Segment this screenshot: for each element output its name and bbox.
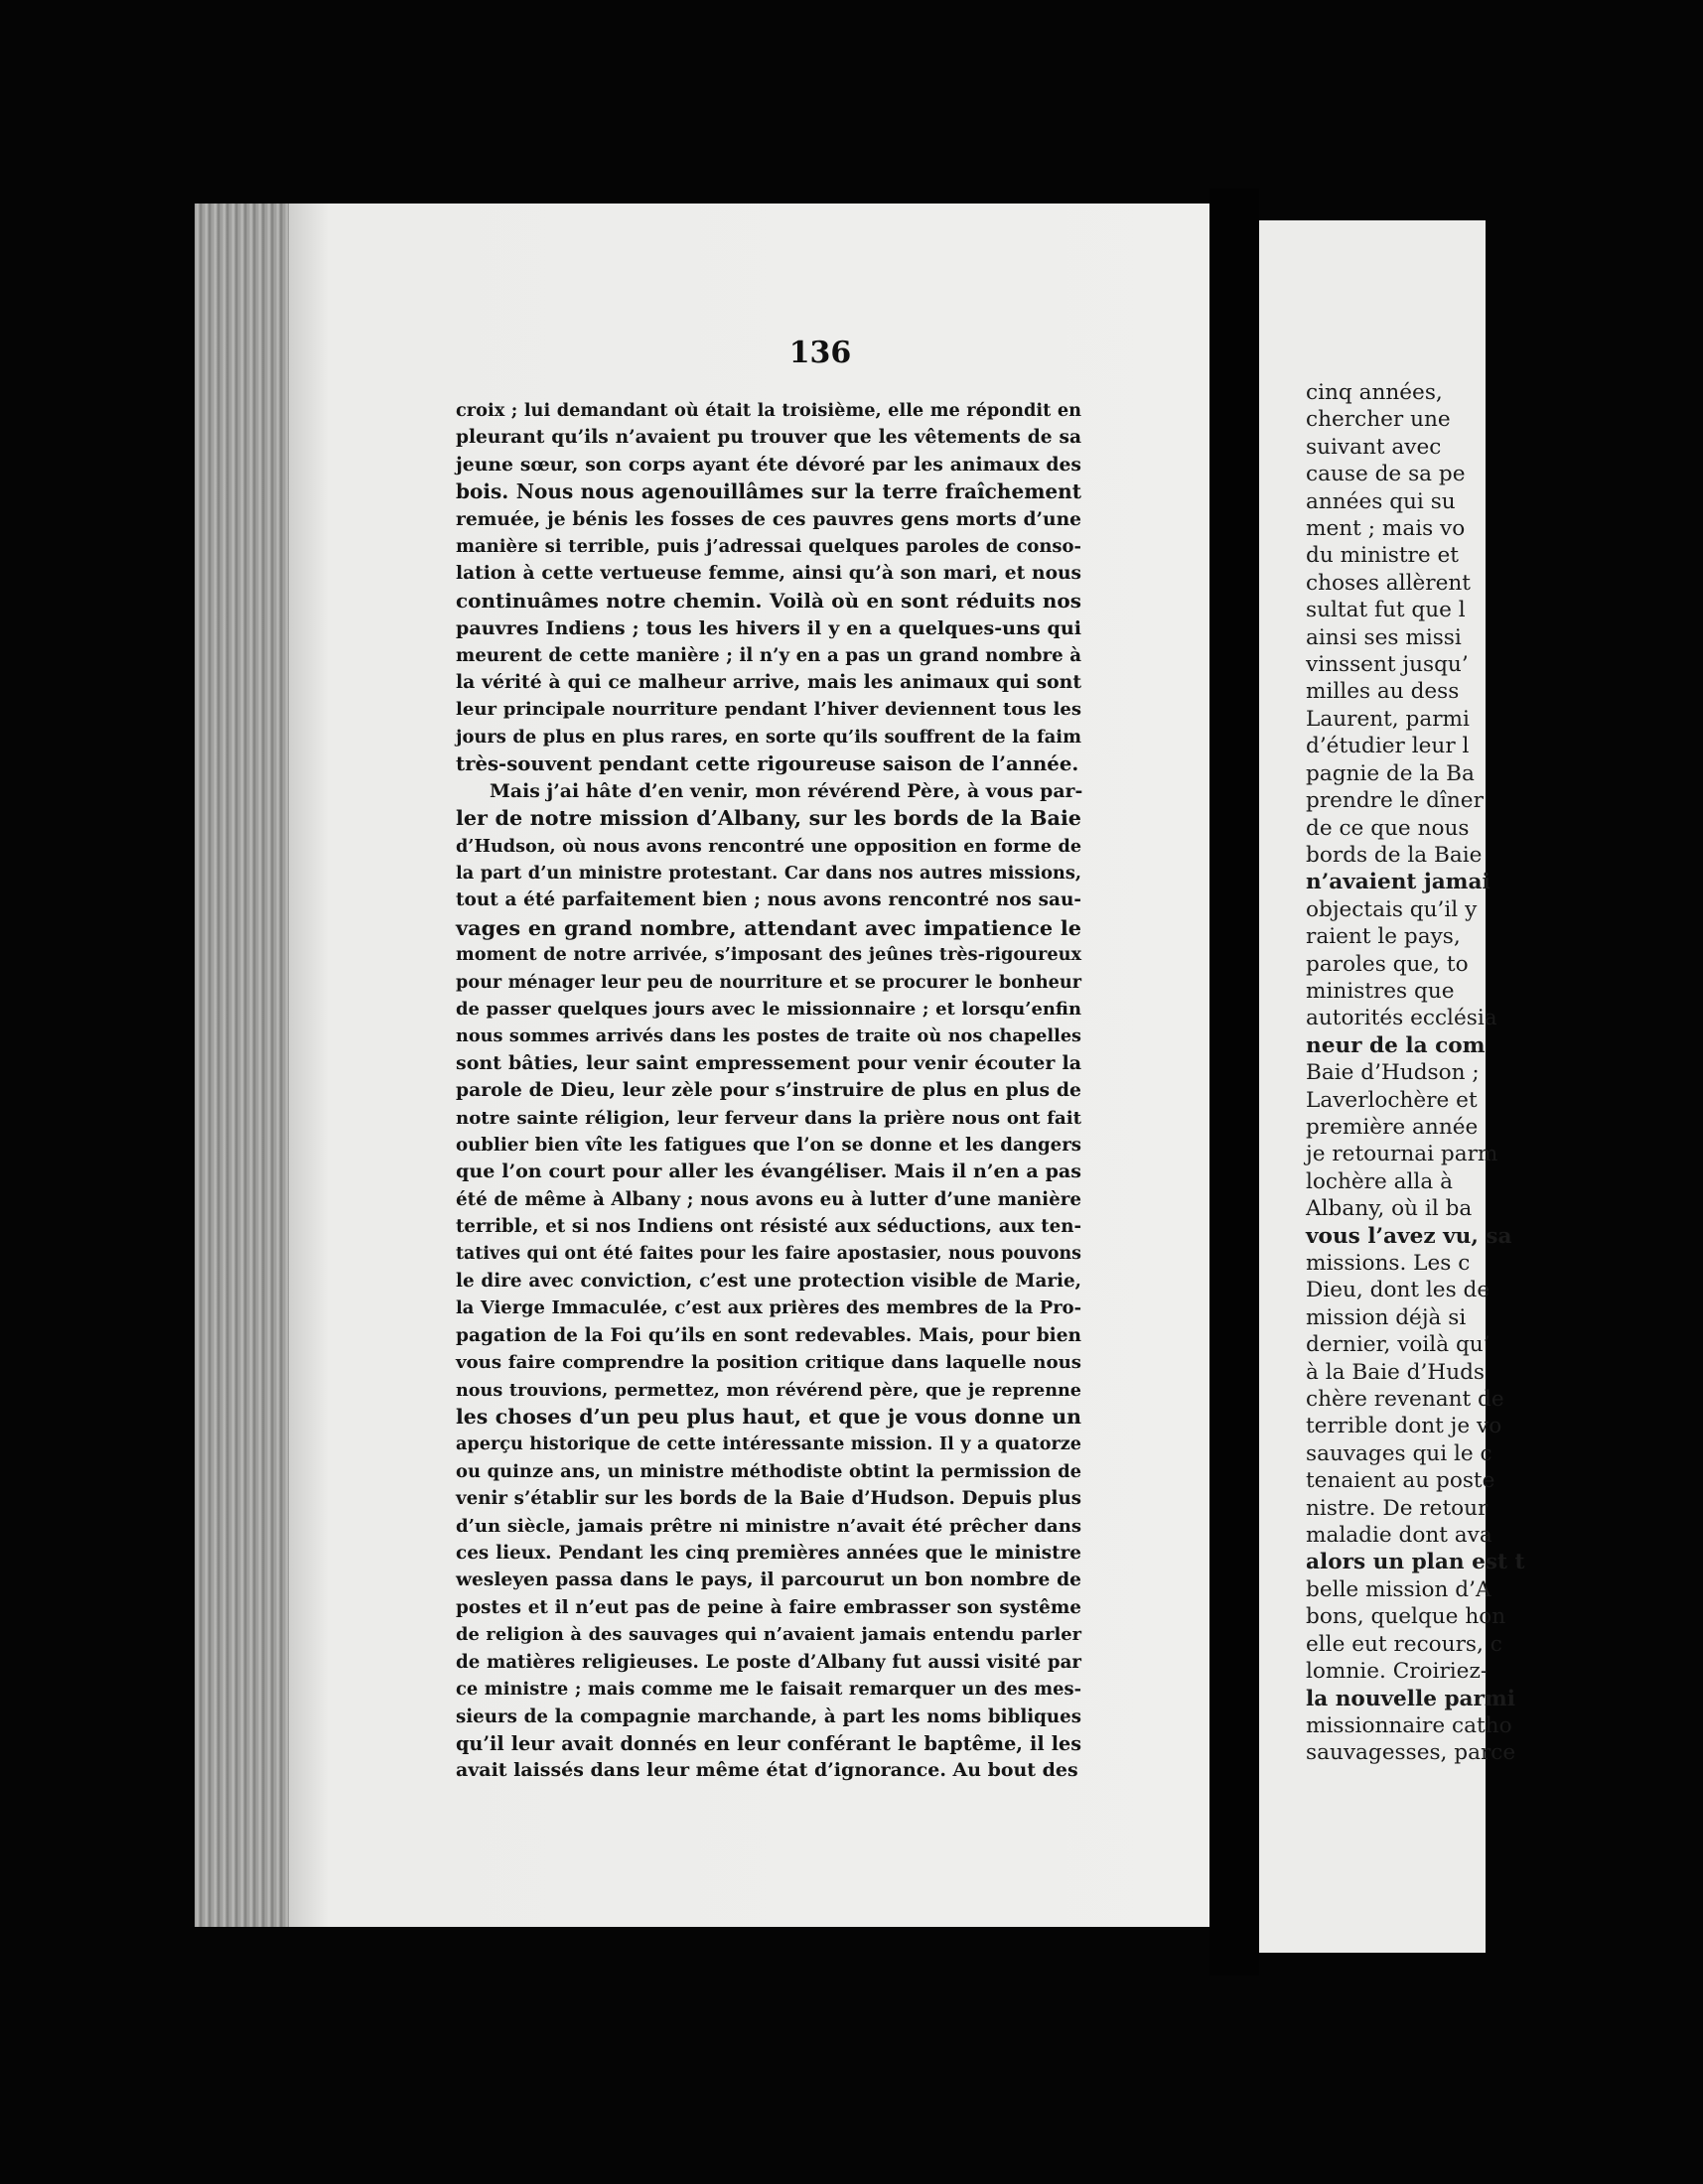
right-page	[1259, 220, 1525, 1953]
text-line: que l’on court pour aller les évangéliser. Mais il n’en a pas	[456, 1160, 1081, 1183]
text-line: de matières religieuses. Le poste d’Albany fut aussi visité par	[456, 1651, 1081, 1673]
text-line: pour ménager leur peu de nourriture et se procurer le bonheur	[456, 971, 1081, 993]
text-line: d’étudier leur l	[1306, 734, 1470, 759]
text-line: vous l’avez vu, sa	[1306, 1223, 1512, 1249]
text-line: prendre le dîner	[1306, 788, 1484, 814]
text-line: lochère alla à	[1306, 1168, 1453, 1194]
text-line: dernier, voilà qu’	[1306, 1332, 1490, 1358]
text-line: été de même à Albany ; nous avons eu à lutter d’une manière	[456, 1188, 1081, 1210]
text-line: vages en grand nombre, attendant avec impatience le	[456, 914, 1081, 940]
left-page	[195, 204, 1209, 1927]
text-line: sont bâties, leur saint empressement pour venir écouter la	[456, 1051, 1081, 1074]
text-line: ministres que	[1306, 978, 1455, 1004]
book-gutter	[1209, 189, 1259, 1976]
text-line: postes et il n’eut pas de peine à faire embrasser son systême	[456, 1596, 1081, 1618]
text-line: alors un plan est t	[1306, 1550, 1525, 1575]
text-line: chère revenant de	[1306, 1387, 1504, 1413]
text-line: ce ministre ; mais comme me le faisait remarquer un des mes-	[456, 1679, 1081, 1701]
text-line: oublier bien vîte les fatigues que l’on se donne et les dangers	[456, 1134, 1081, 1156]
text-line: je retournai parm	[1306, 1142, 1498, 1167]
text-line: lomnie. Croiriez-	[1306, 1659, 1489, 1685]
text-line: avait laissés dans leur même état d’ignorance. Au bout des	[456, 1759, 1078, 1782]
text-line: de religion à des sauvages qui n’avaient jamais entendu parler	[456, 1624, 1081, 1646]
text-line: ou quinze ans, un ministre méthodiste obtint la permission de	[456, 1460, 1081, 1482]
text-line: paroles que, to	[1306, 951, 1469, 977]
text-line: manière si terrible, puis j’adressai quelques paroles de conso-	[456, 536, 1081, 558]
text-line: années qui su	[1306, 488, 1456, 514]
page-number: 136	[788, 336, 852, 370]
text-line: pagation de la Foi qu’ils en sont redevables. Mais, pour bien	[456, 1324, 1081, 1346]
text-line: qu’il leur avait donnés en leur conférant le baptême, il les	[456, 1731, 1081, 1755]
text-line: elle eut recours, c	[1306, 1631, 1502, 1657]
text-line: terrible, et si nos Indiens ont résisté aux séductions, aux ten-	[456, 1216, 1081, 1238]
text-line: pauvres Indiens ; tous les hivers il y en a quelques-uns qui	[456, 616, 1081, 640]
text-line: chercher une	[1306, 407, 1451, 433]
text-line: Albany, où il ba	[1306, 1196, 1473, 1222]
text-line: remuée, je bénis les fosses de ces pauvres gens morts d’une	[456, 507, 1081, 530]
left-page-body-text	[456, 397, 1081, 1785]
text-line: Laverlochère et	[1306, 1087, 1478, 1113]
text-line: sultat fut que l	[1306, 598, 1466, 623]
text-line: sauvagesses, parce	[1306, 1740, 1516, 1766]
text-line: ainsi ses missi	[1306, 624, 1462, 650]
text-line: nous trouvions, permettez, mon révérend père, que je reprenne	[456, 1379, 1081, 1401]
text-line: ler de notre mission d’Albany, sur les bords de la Baie	[456, 806, 1081, 831]
text-line: leur principale nourriture pendant l’hiver deviennent tous les	[456, 699, 1081, 721]
text-line: vous faire comprendre la position critique dans laquelle nous	[456, 1352, 1081, 1374]
text-line: ces lieux. Pendant les cinq premières années que le ministre	[456, 1543, 1081, 1565]
text-line: à la Baie d’Huds	[1306, 1359, 1486, 1385]
text-line: de passer quelques jours avec le missionnaire ; et lorsqu’enfin	[456, 998, 1081, 1020]
text-line: notre sainte réligion, leur ferveur dans la prière nous ont fait	[456, 1107, 1081, 1129]
text-line: missions. Les c	[1306, 1251, 1471, 1276]
text-line: tatives qui ont été faites pour les faire apostasier, nous pouvons	[456, 1243, 1081, 1264]
text-line: tout a été parfaitement bien ; nous avons rencontré nos sau-	[456, 889, 1081, 911]
text-line: aperçu historique de cette intéressante mission. Il y a quatorze	[456, 1433, 1081, 1455]
text-line: missionnaire catho	[1306, 1712, 1512, 1738]
text-line: milles au dess	[1306, 679, 1460, 705]
text-line: moment de notre arrivée, s’imposant des jeûnes très-rigoureux	[456, 944, 1081, 966]
text-line: n’avaient jamai	[1306, 870, 1490, 895]
text-line: Dieu, dont les de	[1306, 1278, 1490, 1303]
text-line: Mais j’ai hâte d’en venir, mon révérend Père, à vous par-	[490, 779, 1083, 802]
text-line: tenaient au poste	[1306, 1468, 1495, 1494]
text-line: très-souvent pendant cette rigoureuse saison de l’année.	[456, 752, 1079, 776]
text-line: wesleyen passa dans le pays, il parcourut un bon nombre de	[456, 1570, 1081, 1591]
text-line: nistre. De retour	[1306, 1495, 1489, 1521]
text-line: d’un siècle, jamais prêtre ni ministre n’avait été prêcher dans	[456, 1515, 1081, 1537]
text-line: du ministre et	[1306, 543, 1459, 569]
text-line: Baie d’Hudson ;	[1306, 1060, 1480, 1086]
text-line: pleurant qu’ils n’avaient pu trouver que les vêtements de sa	[456, 427, 1081, 449]
text-line: maladie dont ava	[1306, 1523, 1492, 1549]
text-line: la vérité à qui ce malheur arrive, mais les animaux qui sont	[456, 671, 1081, 694]
text-line: suivant avec	[1306, 434, 1442, 460]
text-line: choses allèrent	[1306, 570, 1471, 596]
text-line: mission déjà si	[1306, 1304, 1467, 1330]
text-line: Laurent, parmi	[1306, 706, 1470, 732]
page-edge-stack	[195, 204, 289, 1927]
text-line: jeune sœur, son corps ayant éte dévoré par les animaux des	[456, 453, 1081, 476]
text-line: la Vierge Immaculée, c’est aux prières des membres de la Pro-	[456, 1297, 1081, 1319]
text-line: sauvages qui le c	[1306, 1440, 1492, 1466]
text-line: bons, quelque hon	[1306, 1604, 1506, 1630]
text-line: la part d’un ministre protestant. Car dans nos autres missions,	[456, 862, 1081, 884]
text-line: la nouvelle parmi	[1306, 1686, 1515, 1711]
text-line: meurent de cette manière ; il n’y en a pas un grand nombre à	[456, 644, 1081, 666]
text-line: le dire avec conviction, c’est une protection visible de Marie,	[456, 1271, 1081, 1292]
text-line: bois. Nous nous agenouillâmes sur la terre fraîchement	[456, 479, 1081, 504]
text-line: nous sommes arrivés dans les postes de traite où nos chapelles	[456, 1025, 1081, 1047]
text-line: autorités ecclésia	[1306, 1006, 1497, 1031]
text-line: première année	[1306, 1114, 1479, 1140]
text-line: cause de sa pe	[1306, 462, 1466, 487]
text-line: continuâmes notre chemin. Voilà où en sont réduits nos	[456, 588, 1081, 613]
text-line: croix ; lui demandant où était la troisième, elle me répondit en	[456, 400, 1081, 421]
text-line: belle mission d’A	[1306, 1576, 1491, 1602]
text-line: jours de plus en plus rares, en sorte qu’ils souffrent de la faim	[456, 726, 1081, 748]
text-line: raient le pays,	[1306, 924, 1461, 950]
text-line: de ce que nous	[1306, 815, 1470, 841]
text-line: cinq années,	[1306, 380, 1443, 405]
text-line: ment ; mais vo	[1306, 516, 1466, 542]
text-line: les choses d’un peu plus haut, et que je vous donne un	[456, 1405, 1081, 1430]
text-line: neur de la com	[1306, 1032, 1486, 1058]
text-line: sieurs de la compagnie marchande, à part les noms bibliques	[456, 1706, 1081, 1727]
text-line: lation à cette vertueuse femme, ainsi qu’à son mari, et nous	[456, 563, 1081, 585]
text-line: d’Hudson, où nous avons rencontré une opposition en forme de	[456, 835, 1081, 857]
text-line: objectais qu’il y	[1306, 896, 1478, 922]
text-line: pagnie de la Ba	[1306, 760, 1475, 786]
text-line: vinssent jusqu’	[1306, 652, 1469, 678]
text-line: venir s’établir sur les bords de la Baie d’Hudson. Depuis plus	[456, 1488, 1081, 1510]
right-page-body-text	[1306, 379, 1703, 1767]
text-line: bords de la Baie	[1306, 842, 1483, 868]
text-line: parole de Dieu, leur zèle pour s’instruire de plus en plus de	[456, 1079, 1081, 1102]
text-line: terrible dont je vo	[1306, 1414, 1502, 1439]
